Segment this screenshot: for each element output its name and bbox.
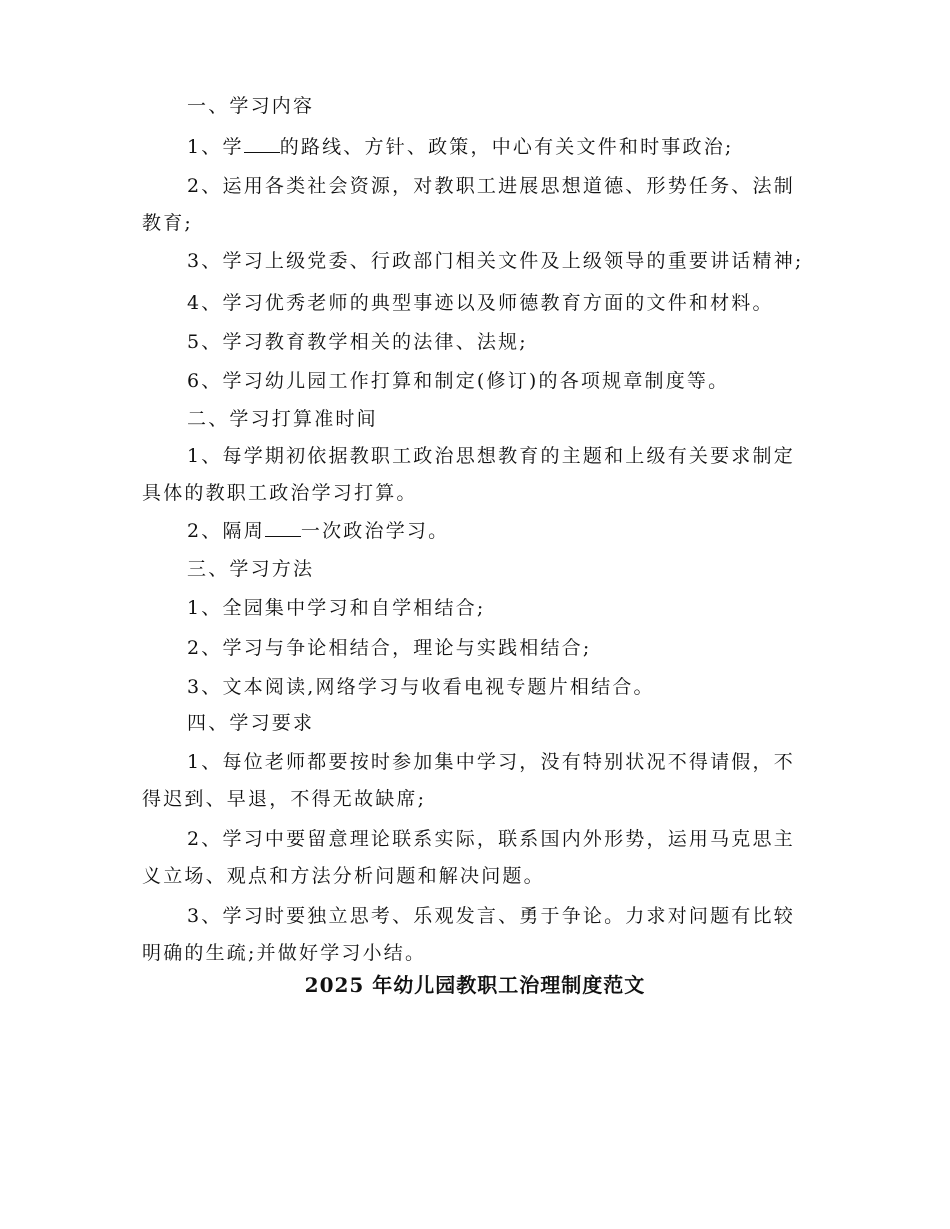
section-1-item-2: 2、运用各类社会资源，对教职工进展思想道德、形势任务、法制教育; [142,175,795,234]
fill-in-blank [265,518,301,537]
section-1-item-5: 5、学习教育教学相关的法律、法规; [187,331,528,353]
section-1-item-4: 4、学习优秀老师的典型事迹以及师德教育方面的文件和材料。 [187,292,774,314]
item-text-start: 1、学 [187,136,244,158]
section-1-heading: 一、学习内容 [187,95,315,117]
section-2-heading: 二、学习打算准时间 [187,408,378,430]
section-4-item-3: 3、学习时要独立思考、乐观发言、勇于争论。力求对问题有比较明确的生疏;并做好学习小结。 [142,905,795,964]
section-3-heading: 三、学习方法 [187,558,315,580]
item-text-end: 一次政治学习。 [300,520,450,542]
section-2-item-1: 1、每学期初依据教职工政治思想教育的主题和上级有关要求制定具体的教职工政治学习打算。 [142,445,795,504]
section-1-item-6: 6、学习幼儿园工作打算和制定(修订)的各项规章制度等。 [187,370,730,392]
item-text-start: 2、隔周 [187,520,265,542]
section-3-item-3: 3、文本阅读,网络学习与收看电视专题片相结合。 [187,676,655,698]
item-text-end: 的路线、方针、政策，中心有关文件和时事政治; [279,136,734,158]
fill-in-blank [244,134,280,153]
section-3-item-1: 1、全园集中学习和自学相结合; [187,597,486,619]
section-4-item-1: 1、每位老师都要按时参加集中学习，没有特别状况不得请假，不得迟到、早退，不得无故缺席; [142,751,795,810]
section-1-item-1 [142,129,812,166]
section-2-item-2 [142,513,812,550]
section-1-item-3: 3、学习上级党委、行政部门相关文件及上级领导的重要讲话精神; [187,250,804,272]
section-3-item-2: 2、学习与争论相结合，理论与实践相结合; [187,637,592,659]
next-document-title: 2025 年幼儿园教职工治理制度范文 [304,973,646,997]
section-4-item-2: 2、学习中要留意理论联系实际，联系国内外形势，运用马克思主义立场、观点和方法分析问题和解决问题。 [142,828,795,887]
section-4-heading: 四、学习要求 [187,712,315,734]
